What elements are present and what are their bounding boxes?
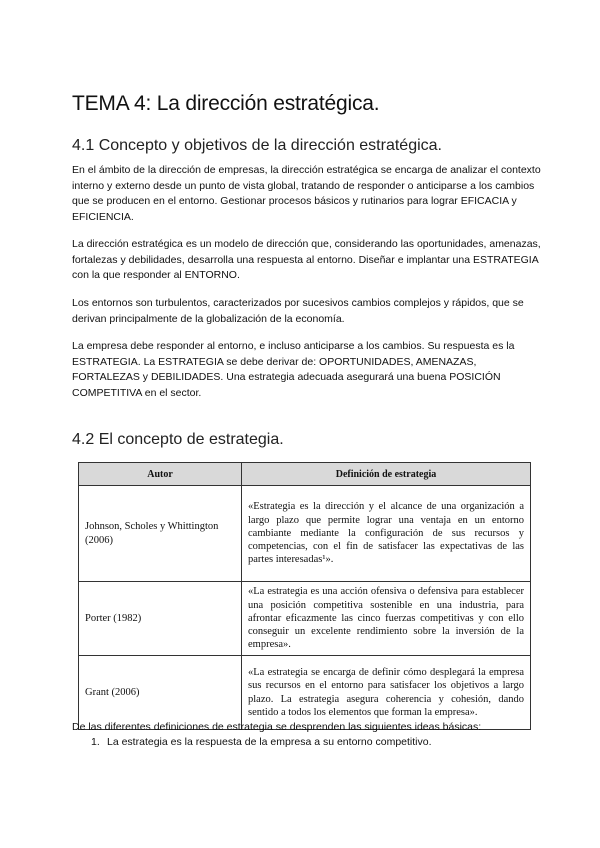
strategy-definitions-table [78, 462, 531, 730]
list-item-number: 1. [91, 736, 100, 748]
column-header-author: Autor [79, 463, 242, 486]
paragraph-entornos: Los entornos son turbulentos, caracterizados por sucesivos cambios complejos y rápidos, que se derivan principalmente de la globalización de la economía. [72, 297, 524, 325]
list-item [91, 735, 432, 750]
section-heading-4-2: 4.2 El concepto de estrategia. [72, 431, 284, 448]
column-header-definition: Definición de estrategia [242, 463, 531, 486]
definition-cell: «La estrategia es una acción ofensiva o defensiva para establecer una posición competitiva sostenible en una industria, para afrontar eficazmente las cinco fuerzas competitivas y con ello conseguir un excelente rendimiento sobre la inversión de la empresa». [242, 582, 531, 656]
definition-cell: «Estrategia es la dirección y el alcance de una organización a largo plazo que permite lograr una ventaja en un entorno cambiante mediante la configuración de sus recursos y competencias, con el fin de satisfacer las expectativas de las partes interesadas¹». [242, 486, 531, 582]
paragraph-intro: En el ámbito de la dirección de empresas, la dirección estratégica se encarga de analizar el contexto interno y externo desde un punto de vista global, tratando de responder o anticiparse a los cambios que se producen en el entorno. Gestionar procesos básicos y rutinarios para lograr EFICACIA y EFICIENCIA. [72, 164, 541, 223]
table-row [79, 656, 531, 730]
list-item-text: La estrategia es la respuesta de la empresa a su entorno competitivo. [107, 736, 432, 748]
table-header-row [79, 463, 531, 486]
page-title: TEMA 4: La dirección estratégica. [72, 92, 380, 115]
table-row [79, 486, 531, 582]
ideas-list [91, 735, 432, 750]
table-row [79, 582, 531, 656]
paragraph-model: La dirección estratégica es un modelo de dirección que, considerando las oportunidades, amenazas, fortalezas y debilidades, desarrolla una respuesta al entorno. Diseñar e implantar una ESTRATEGIA con la que responder al ENTORNO. [72, 238, 541, 281]
section-heading-4-1: 4.1 Concepto y objetivos de la dirección estratégica. [72, 137, 442, 154]
author-cell: Porter (1982) [79, 582, 242, 656]
author-cell: Johnson, Scholes y Whittington (2006) [79, 486, 242, 582]
definition-cell: «La estrategia se encarga de definir cómo desplegará la empresa sus recursos en el entorno para satisfacer los objetivos a largo plazo. La estrategia asegura coherencia y cohesión, dando sentido a todos los elementos que forman la empresa». [242, 656, 531, 730]
paragraph-respuesta: La empresa debe responder al entorno, e incluso anticiparse a los cambios. Su respuesta es la ESTRATEGIA. La ESTRATEGIA se debe derivar de: OPORTUNIDADES, AMENAZAS, FORTALEZAS y DEBILIDADES. Una estrategia adecuada asegurará una buena POSICIÓN COMPETITIVA en el sector. [72, 340, 515, 399]
ideas-intro-text: De las diferentes definiciones de estrategia se desprenden las siguientes ideas básicas: [72, 721, 482, 733]
author-cell: Grant (2006) [79, 656, 242, 730]
